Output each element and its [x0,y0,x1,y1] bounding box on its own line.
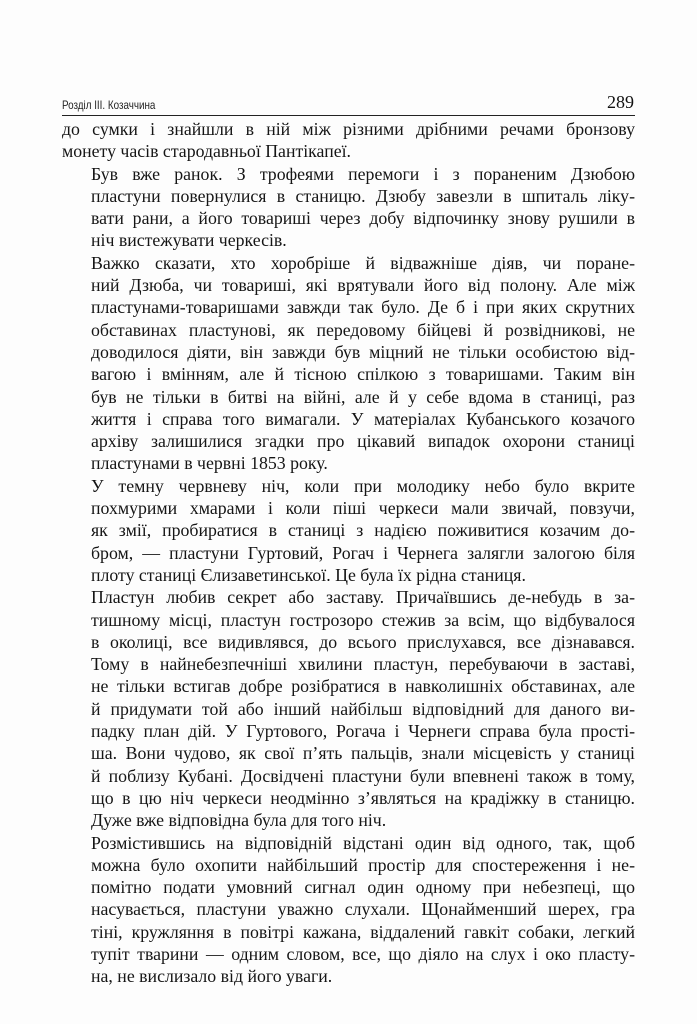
text-line: ний Дзюба, чи товариші, які врятували його від полону. Але між [91,275,635,296]
text-line: ніч вистежувати черкесів. [91,230,287,251]
paragraph [62,832,635,988]
text-line: монету часів стародавньої Пантікапеї. [62,141,351,162]
paragraph [62,118,635,163]
paragraph [62,586,635,831]
text-line: Пластун любив секрет або заставу. Причаївшись де-небудь в за- [91,587,635,608]
text-line: тишному місці, пластун гострозоро стежив за всім, що відбувалося [91,609,635,630]
text-line: бром, — пластуни Гуртовий, Рогач і Чернега залягли залогою біля [91,542,635,563]
text-line: У темну червневу ніч, коли при молодику небо було вкрите [91,475,635,496]
text-line: й придумати той або інший найбільш відповідний для даного ви- [91,698,635,719]
page-header [62,93,635,116]
text-line: падку план дій. У Гуртового, Рогача і Чернеги справа була прості- [91,721,635,742]
text-line: як змії, пробиратися в станиці з надією поживитися козачим до- [91,520,635,541]
text-line: тупіт тварини — одним словом, все, що діяло на слух і око пласту- [91,943,635,964]
text-line: Був вже ранок. З трофеями перемоги і з пораненим Дзюбою [91,163,635,184]
text-line: Тому в найнебезпечніші хвилини пластун, перебуваючи в заставі, [91,654,635,675]
text-line: на, не вислизало від його уваги. [91,966,333,987]
text-line: обставинах пластунові, як передовому бійцеві й розвідникові, не [91,319,635,340]
text-line: що в цю ніч черкеси неодмінно з’являться на крадіжку в станицю. [91,787,635,808]
text-line: тіні, кружляння в повітрі кажана, віддалений гавкіт собаки, легкий [91,921,635,942]
text-line: пластунами-товаришами завжди так було. Де б і при яких скрутних [91,297,635,318]
page-number: 289 [607,92,634,112]
paragraph [62,163,635,252]
running-head: Розділ ІІІ. Козаччина [62,98,156,112]
text-line: був не тільки в битві на війні, але й у себе вдома в станиці, раз [91,386,635,407]
text-line: плоту станиці Єлизаветинської. Це була їх рідна станиця. [91,564,526,585]
text-line: Розмістившись на відповідній відстані один від одного, так, щоб [91,832,635,853]
text-line: Важко сказати, хто хоробріше й відважніше діяв, чи поране- [91,252,635,273]
text-line: можна було охопити найбільший простір для спостереження і не- [91,854,635,875]
text-line: Дуже вже відповідна була для того ніч. [91,810,387,831]
text-line: вати рани, а його товариші через добу відпочинку знову рушили в [91,208,635,229]
text-line: вагою і вмінням, але й тісною спілкою з товаришами. Таким він [91,364,635,385]
text-line: похмурими хмарами і коли піші черкеси мали звичай, повзучи, [91,498,635,519]
text-line: до сумки і знайшли в ній між різними дрібними речами бронзову [62,119,635,139]
text-line: помітно подати умовний сигнал один одному при небезпеці, що [91,877,635,898]
text-line: пластунами в червні 1853 року. [91,453,328,474]
paragraph [62,252,635,475]
text-line: пластуни повернулися в станицю. Дзюбу завезли в шпиталь ліку- [91,185,635,206]
text-line: й поблизу Кубані. Досвідчені пластуни були впевнені також в тому, [91,765,635,786]
text-line: насувається, пластуни уважно слухали. Щонайменший шерех, гра [91,899,635,920]
text-line: доводилося діяти, він завжди був міцний не тільки особистою від- [91,341,635,362]
text-line: не тільки встигав добре розібратися в навколишніх обставинах, але [91,676,635,697]
paragraph [62,475,635,586]
text-line: ша. Вони чудово, як свої п’ять пальців, знали місцевість у станиці [91,743,635,764]
text-line: життя і справа того вимагали. У матеріалах Кубанського козачого [91,408,635,429]
body-text [62,118,635,988]
text-line: в околиці, все видивлявся, до всього прислухався, все дізнавався. [91,631,635,652]
text-line: архіву залишилися згадки про цікавий випадок охорони станиці [91,431,635,452]
